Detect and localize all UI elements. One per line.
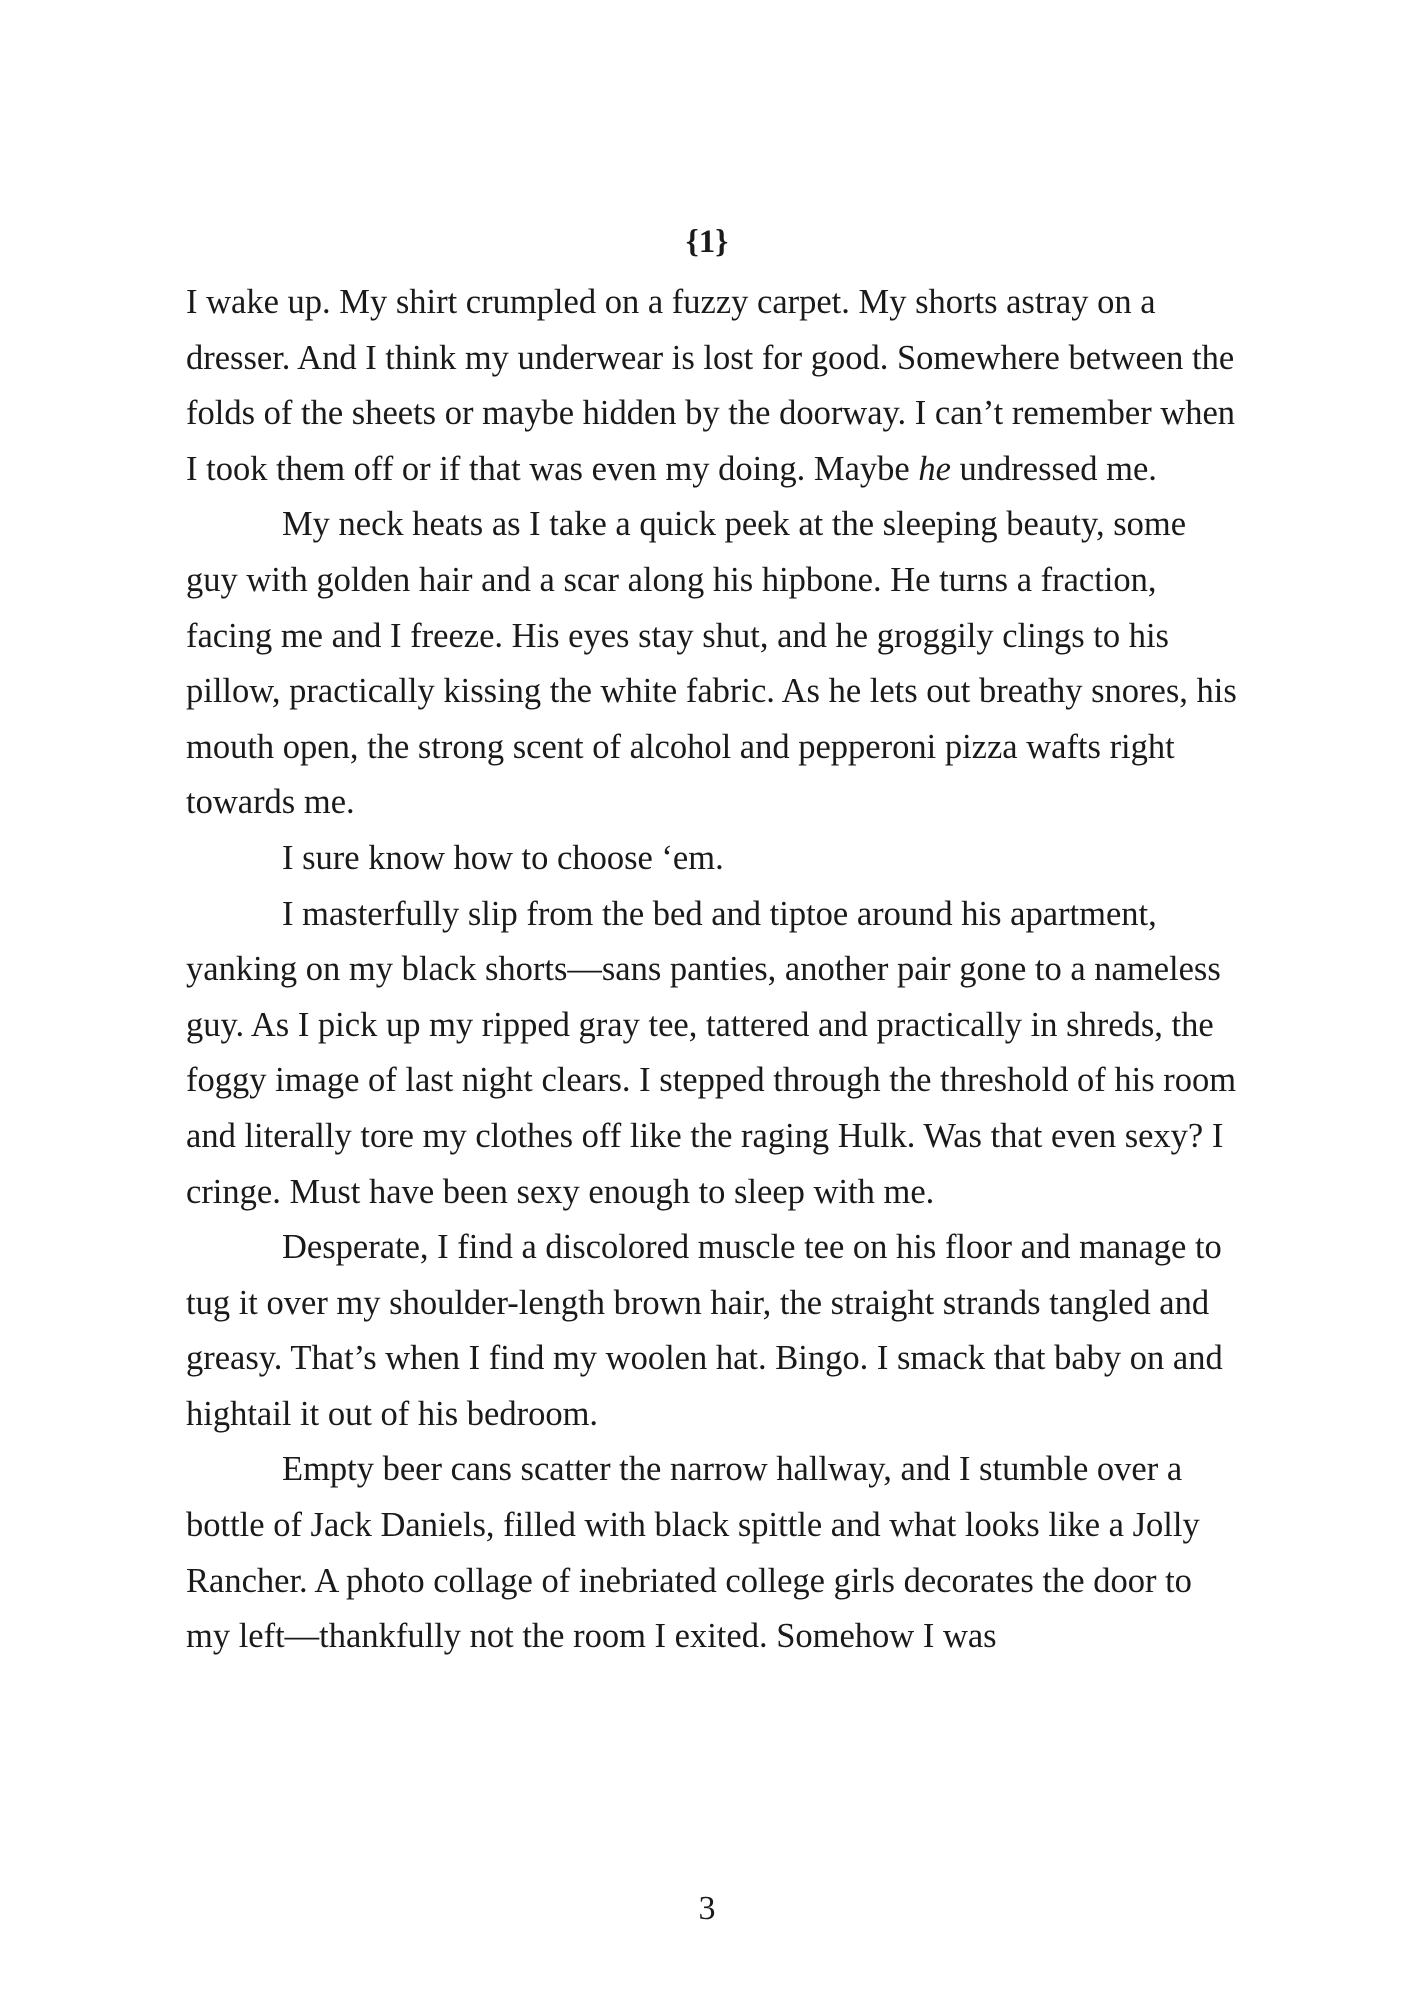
paragraph-1-text-end: undressed me.	[950, 449, 1157, 488]
paragraph-1-emphasis: he	[918, 449, 951, 488]
page-number: 3	[698, 1890, 716, 1927]
paragraph-5: Desperate, I find a discolored muscle tee on his floor and manage to tug it over my shoulder-length brown hair, the straight strands tangled and greasy. That’s when I find my woolen hat. Bingo. I smack that baby on and hightail it out of his bedroom.	[186, 1228, 1223, 1433]
paragraph-6: Empty beer cans scatter the narrow hallway, and I stumble over a bottle of Jack Daniels, filled with black spittle and what looks like a Jolly Rancher. A photo collage of inebriated college girls decorates the door to my left—thankfully not the room I exited. Somehow I was	[186, 1450, 1200, 1656]
paragraph-4: I masterfully slip from the bed and tiptoe around his apartment, yanking on my black shorts—sans panties, another pair gone to a nameless guy. As I pick up my ripped gray tee, tattered and practically in shreds, the foggy image of last night clears. I stepped through the threshold of his room and literally tore my clothes off like the raging Hulk. Was that even sexy? I cringe. Must have been sexy enough to sleep with me.	[186, 894, 1237, 1211]
body-text	[186, 275, 1238, 1665]
chapter-heading: {1}	[685, 224, 729, 260]
paragraph-2: My neck heats as I take a quick peek at the sleeping beauty, some guy with golden hair and a scar along his hipbone. He turns a fraction, facing me and I freeze. His eyes stay shut, and he groggily clings to his pillow, practically kissing the white fabric. As he lets out breathy snores, his mouth open, the strong scent of alcohol and pepperoni pizza wafts right towards me.	[186, 505, 1237, 822]
paragraph-3: I sure know how to choose ‘em.	[282, 838, 724, 877]
paragraph-1	[186, 275, 1238, 497]
paragraph-1-text-start: I wake up. My shirt crumpled on a fuzzy carpet. My shorts astray on a dresser. And I think my underwear is lost for good. Somewhere between the folds of the sheets or maybe hidden by the doorway. I can’t remember when I took them off or if that was even my doing. Maybe	[186, 283, 1236, 488]
